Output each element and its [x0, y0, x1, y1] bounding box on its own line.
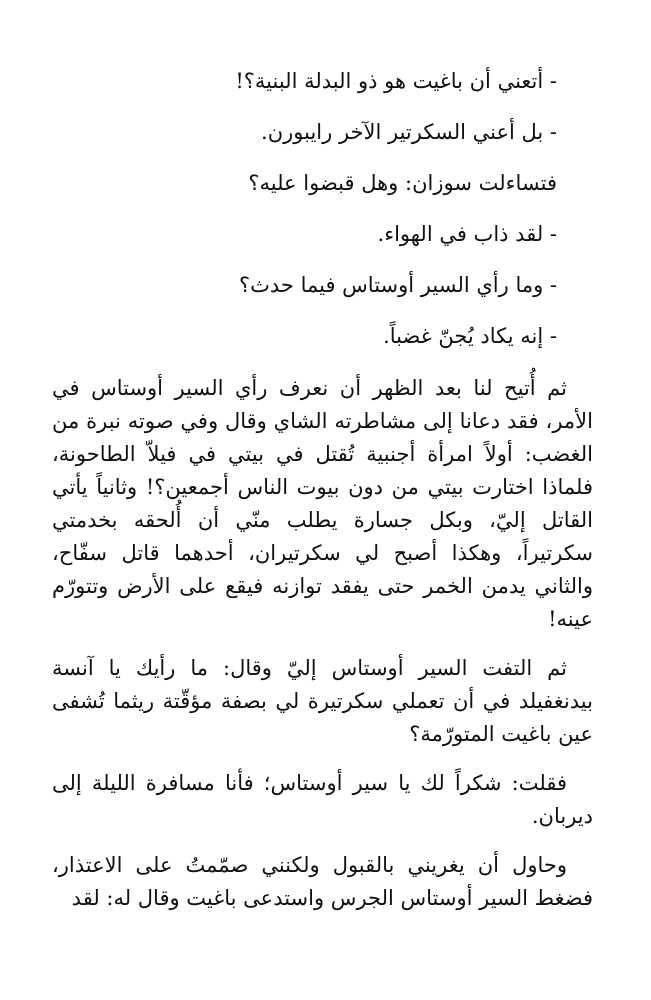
dialogue-line: فتساءلت سوزان: وهل قبضوا عليه؟	[248, 171, 557, 195]
paragraph	[52, 849, 593, 915]
paragraph-text: ثم التفت السير أوستاس إليّ وقال: ما رأيك يا آنسة بيدنغفيلد في أن تعملي سكرتيرة لي بصفة مؤقّتة ريثما تُشفى عين باغيت المتورّمة؟	[52, 656, 593, 746]
paragraph	[52, 372, 593, 636]
dialogue-line: - إنه يكاد يُجنّ غضباً.	[383, 324, 557, 348]
dialogue-line: - بل أعني السكرتير الآخر رايبورن.	[261, 120, 557, 144]
paragraph-text: ثم أُتيح لنا بعد الظهر أن نعرف رأي السير أوستاس في الأمر، فقد دعانا إلى مشاطرته الشاي وقال وفي صوته نبرة من الغضب: أولاً امرأة أجنبية تُقتل في بيتي في فيلاّ الطاحونة، فلماذا اختارت بيتي من دون بيوت الناس أجمعين؟! وثانياً يأتي القاتل إليّ، وبكل جسارة يطلب منّي أن أُلحقه بخدمتي سكرتيراً، وهكذا أصبح لي سكرتيران، أحدهما قاتل سفّاح، والثاني يدمن الخمر حتى يفقد توازنه فيقع على الأرض وتتورّم عينه!	[52, 376, 593, 631]
paragraph	[52, 652, 593, 751]
paragraph-text: فقلت: شكراً لك يا سير أوستاس؛ فأنا مسافرة الليلة إلى ديربان.	[52, 771, 593, 828]
dialogue-block	[52, 56, 593, 362]
dialogue-line: - أتعني أن باغيت هو ذو البدلة البنية؟!	[235, 69, 557, 93]
dialogue-line: - لقد ذاب في الهواء.	[377, 222, 557, 246]
paragraph-text: وحاول أن يغريني بالقبول ولكنني صمّمتُ على الاعتذار، فضغط السير أوستاس الجرس واستدعى باغيت وقال له: لقد	[52, 853, 593, 910]
paragraph	[52, 767, 593, 833]
dialogue-line: - وما رأي السير أوستاس فيما حدث؟	[238, 273, 557, 297]
